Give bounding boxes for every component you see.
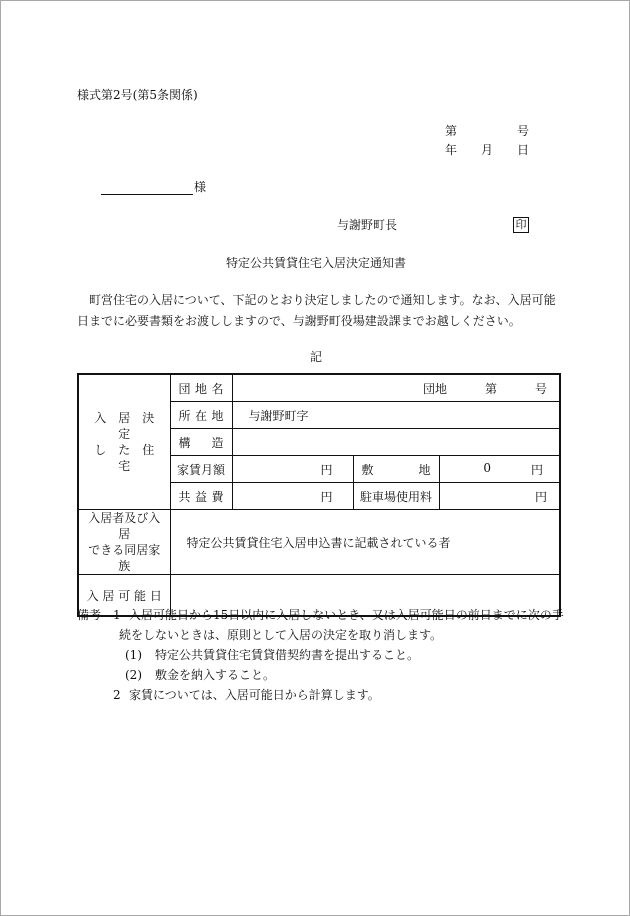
section-family-label: [78, 510, 170, 575]
section-family-label-line1: 入居者及び入居: [88, 511, 161, 541]
common-fee-value: 円: [232, 483, 353, 510]
location-label-c1: 所: [178, 408, 191, 423]
note-2-text: 家賃については、入居可能日から計算します。: [129, 688, 380, 702]
form-number-label: 様式第2号(第5条関係): [77, 88, 198, 102]
number-suffix: 号: [516, 124, 529, 138]
note-2: [77, 685, 567, 705]
estate-label-c2: 地: [194, 381, 207, 396]
estate-label-c1: 団: [178, 381, 191, 396]
decision-table: [77, 373, 561, 617]
note-1-sub-1: [77, 645, 567, 665]
date-line: [445, 142, 529, 158]
note-1: [77, 605, 567, 625]
sub-2-text: 敷金を納入すること。: [155, 668, 276, 682]
estate-label-c3: 名: [211, 381, 224, 396]
ki-heading: 記: [309, 350, 322, 364]
common-fee-label: [170, 483, 232, 510]
estate-go: 号: [535, 381, 548, 396]
structure-value: [232, 429, 560, 456]
addressee-suffix: 様: [194, 180, 207, 194]
deposit-label: [353, 456, 439, 483]
common-fee-label-c1: 共: [178, 489, 191, 504]
remarks-heading: 備考: [77, 608, 102, 622]
location-value: 与謝野町字: [232, 402, 560, 429]
common-fee-label-c2: 益: [194, 489, 207, 504]
parking-label: 駐車場使用料: [353, 483, 439, 510]
note-1-sub-2: [77, 665, 567, 685]
addressee-blank-line: [101, 181, 193, 195]
location-label-c2: 在: [194, 408, 207, 423]
estate-dai: 第: [485, 381, 498, 396]
table-row: [78, 510, 560, 575]
table-row: [78, 374, 560, 402]
section-house-label-line2: し た 住 宅: [94, 443, 167, 473]
seal-stamp: 印: [513, 217, 529, 233]
common-fee-label-c3: 費: [211, 489, 224, 504]
section-family-value: 特定公共賃貸住宅入居申込書に記載されている者: [170, 510, 560, 575]
sub-1-text: 特定公共賃貸住宅賃貸借契約書を提出すること。: [155, 648, 420, 662]
structure-label-c2: 造: [211, 435, 224, 450]
number-prefix: 第: [445, 124, 458, 138]
structure-label-c1: 構: [178, 435, 191, 450]
rent-value: 円: [232, 456, 353, 483]
sender-name: 与謝野町長: [337, 218, 398, 232]
estate-label: [170, 374, 232, 402]
structure-label: [170, 429, 232, 456]
body-text: [77, 290, 559, 332]
date-year: 年: [445, 143, 458, 157]
note-2-number: 2: [113, 688, 121, 702]
section-house-label: [78, 374, 170, 510]
note-1-text-line2: 続をしないときは、原則として入居の決定を取り消します。: [119, 628, 443, 642]
estate-value: [232, 374, 560, 402]
section-family-label-line2: できる同居家族: [88, 543, 161, 573]
note-1-continued: [77, 625, 567, 645]
sub-2-number: (2): [125, 668, 142, 682]
note-1-number: 1: [113, 608, 121, 622]
document-number-line: [445, 123, 529, 139]
parking-value: 円: [439, 483, 560, 510]
location-label: [170, 402, 232, 429]
rent-label: 家賃月額: [170, 456, 232, 483]
document-title: 特定公共賃貸住宅入居決定通知書: [225, 256, 406, 270]
note-1-text-line1: 入居可能日から15日以内に入居しないとき、又は入居可能日の前日までに次の手: [129, 608, 564, 622]
deposit-label-c1: 敷: [361, 462, 374, 477]
body-paragraph: 町営住宅の入居について、下記のとおり決定しましたので通知します。なお、入居可能日までに必要書類をお渡ししますので、与謝野町役場建設課までお越しください。: [77, 293, 556, 328]
date-day: 日: [516, 143, 529, 157]
date-month: 月: [480, 143, 493, 157]
remarks: [77, 605, 567, 705]
deposit-amount: 0: [483, 460, 492, 475]
section-house-label-line1: 入 居 決 定: [94, 411, 167, 441]
deposit-value: [439, 456, 560, 483]
deposit-label-c2: 地: [418, 462, 431, 477]
deposit-unit: 円: [531, 462, 544, 477]
addressee: [101, 179, 206, 195]
location-label-c3: 地: [211, 408, 224, 423]
sub-1-number: (1): [125, 648, 142, 662]
move-in-date-label: 入 居 可 能 日: [78, 575, 170, 617]
estate-danchi: 団地: [422, 381, 447, 396]
